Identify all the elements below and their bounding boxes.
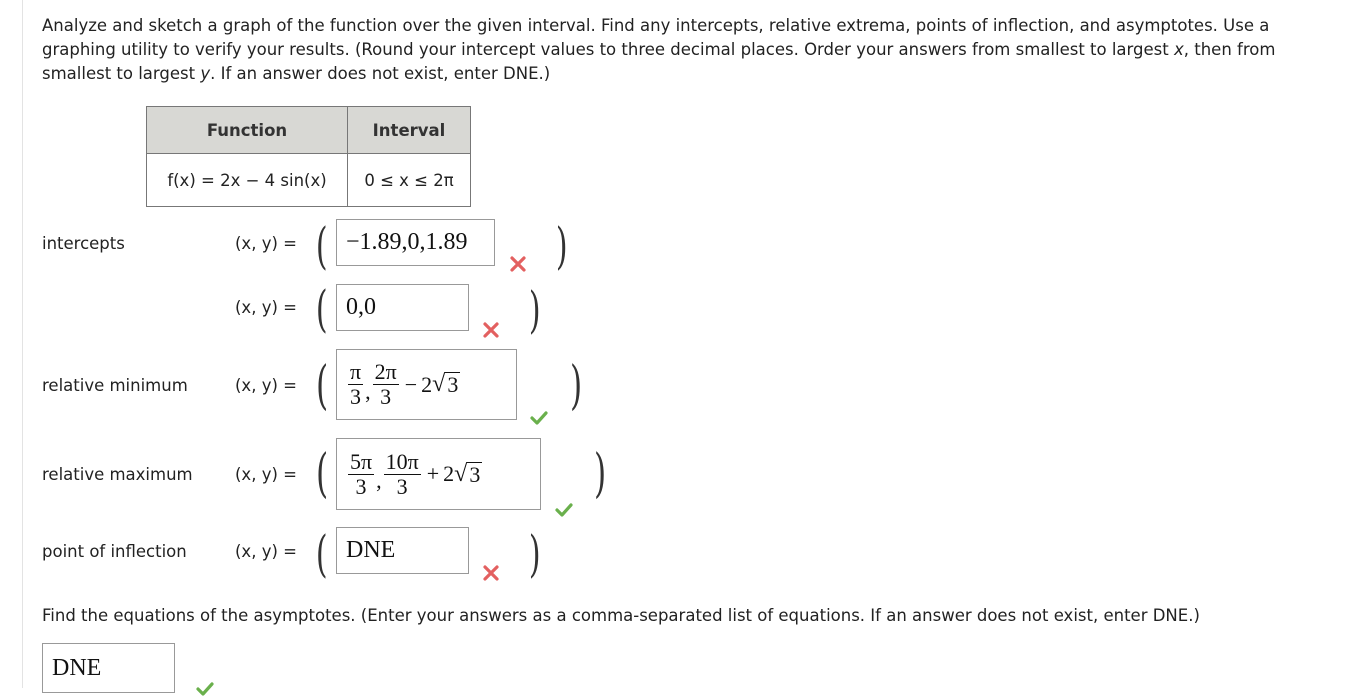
interval-cell: 0 ≤ x ≤ 2π [348,154,471,207]
inflection-answer-field[interactable] [336,527,469,574]
numerator: 10π [385,448,419,474]
asymptotes-prompt: Find the equations of the asymptotes. (Enter your answers as a comma-separated list of equations. If an answer does not exist, enter DNE.) [42,606,1200,625]
radical-icon: √ [454,460,468,487]
denominator: 3 [350,384,362,409]
intercept-answer-field-1[interactable] [336,219,495,266]
left-border [22,0,23,688]
close-paren: ) [555,217,568,275]
intercepts-label: intercepts [42,234,125,253]
intercept-answer-1-value: −1.89,0,1.89 [346,229,468,255]
check-icon [555,501,573,519]
denominator: 3 [380,384,392,409]
operator: − [404,371,418,397]
fraction [348,450,374,499]
fraction [384,450,421,499]
relative-minimum-answer-field[interactable] [336,349,517,420]
interval-header: Interval [348,107,471,154]
xy-label: (x, y) = [235,376,297,395]
xy-label: (x, y) = [235,542,297,561]
radicand: 3 [469,461,481,487]
asymptotes-answer-value: DNE [52,654,102,681]
instructions-part1: Analyze and sketch a graph of the function over the given interval. Find any intercepts, relative extrema, points of inflection, and asymptotes. Use a graphing utility to verify your results. (Round your intercept values to three decimal places. Order your answers from smallest to largest [42,16,1270,59]
sqrt [454,462,482,487]
instructions-y-var: y [200,64,211,83]
xy-label: (x, y) = [235,465,297,484]
numerator: π [350,359,362,384]
radical-icon: √ [432,371,446,397]
check-icon [530,409,548,427]
xy-label: (x, y) = [235,234,297,253]
asymptotes-answer-field[interactable] [42,643,175,693]
point-of-inflection-label: point of inflection [42,542,187,561]
instructions-part2: , then from smallest to largest [42,40,1276,83]
denominator: 3 [396,473,408,499]
close-paren: ) [570,356,583,416]
x-mark-icon [509,255,527,273]
fraction [348,360,363,409]
radicand: 3 [447,372,459,397]
inflection-answer-value: DNE [346,537,396,563]
function-table [146,106,471,207]
relative-maximum-answer-field[interactable] [336,438,541,510]
x-mark-icon [482,564,500,582]
open-paren: ( [315,280,328,338]
instructions-text [42,14,1342,86]
close-paren: ) [594,444,607,504]
coefficient: 2 [443,461,455,486]
operator: + [426,461,440,486]
intercept-answer-field-2[interactable] [336,284,469,331]
relative-maximum-label: relative maximum [42,465,193,484]
open-paren: ( [316,444,329,504]
function-cell: f(x) = 2x − 4 sin(x) [147,154,348,207]
xy-label: (x, y) = [235,298,297,317]
open-paren: ( [316,356,329,416]
x-mark-icon [482,321,500,339]
check-icon [196,680,214,698]
numerator: 2π [374,359,397,384]
sqrt [432,372,460,397]
fraction [373,360,399,409]
relative-minimum-label: relative minimum [42,376,188,395]
close-paren: ) [528,525,541,583]
instructions-part3: . If an answer does not exist, enter DNE.) [210,64,551,83]
intercept-answer-2-value: 0,0 [346,294,376,320]
instructions-x-var: x [1173,40,1184,59]
open-paren: ( [315,525,328,583]
function-header: Function [147,107,348,154]
denominator: 3 [355,473,367,499]
coefficient: 2 [421,371,433,397]
comma: , [365,378,371,404]
close-paren: ) [528,281,541,339]
comma: , [376,468,382,493]
open-paren: ( [315,217,328,275]
numerator: 5π [350,448,373,474]
